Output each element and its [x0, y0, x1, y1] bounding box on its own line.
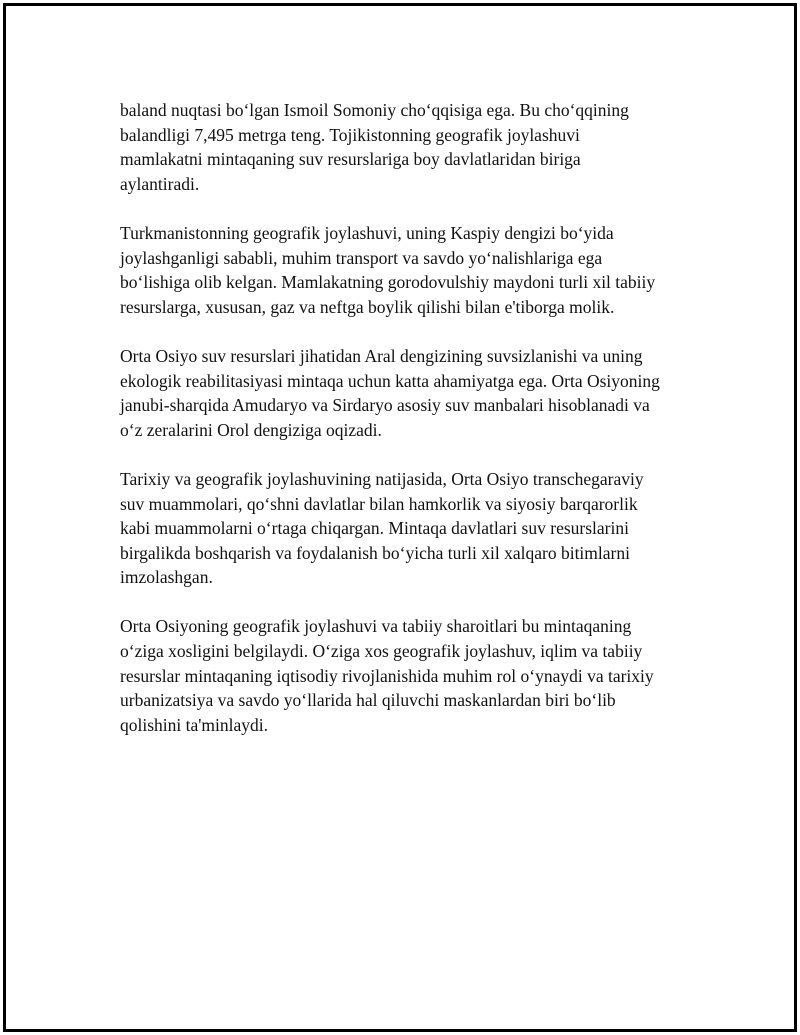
paragraph-3: Orta Osiyo suv resurslari jihatidan Aral dengizining suvsizlanishi va uning ekologik reabilitasiyasi mintaqa uchun katta ahamiyatga ega. Orta Osiyoning janubi-sharqida Amudaryo va Sirdaryo asosiy suv manbalari hisoblanadi va o‘z zeralarini Orol dengiziga oqizadi.	[120, 345, 660, 440]
paragraph-5: Orta Osiyoning geografik joylashuvi va tabiiy sharoitlari bu mintaqaning o‘ziga xosligini belgilaydi. O‘ziga xos geografik joylashuv, iqlim va tabiiy resurslar mintaqaning iqtisodiy rivojlanishida muhim rol o‘ynaydi va tarixiy urbanizatsiya va savdo yo‘llarida hal qiluvchi maskanlardan biri bo‘lib qolishini ta'minlaydi.	[120, 616, 654, 735]
paragraph-4: Tarixiy va geografik joylashuvining natijasida, Orta Osiyo transchegaraviy suv muammolari, qo‘shni davlatlar bilan hamkorlik va siyosiy barqarorlik kabi muammolarni o‘rtaga chiqargan. Mintaqa davlatlari suv resurslarini birgalikda boshqarish va foydalanish bo‘yicha turli xil xalqaro bitimlarni imzolashgan.	[120, 468, 644, 588]
page-frame	[3, 3, 797, 1032]
paragraph-2: Turkmanistonning geografik joylashuvi, uning Kaspiy dengizi bo‘yida joylashganligi sababli, muhim transport va savdo yo‘nalishlariga ega bo‘lishiga olib kelgan. Mamlakatning gorodovulshiy maydoni turli xil tabiiy resurslarga, xususan, gaz va neftga boylik qilishi bilan e'tiborga molik.	[120, 222, 656, 317]
document-body	[120, 98, 710, 762]
paragraph-1: baland nuqtasi bo‘lgan Ismoil Somoniy cho‘qqisiga ega. Bu cho‘qqining balandligi 7,495 metrga teng. Tojikistonning geografik joylashuvi mamlakatni mintaqaning suv resurslariga boy davlatlaridan biriga aylantiradi.	[120, 100, 629, 194]
